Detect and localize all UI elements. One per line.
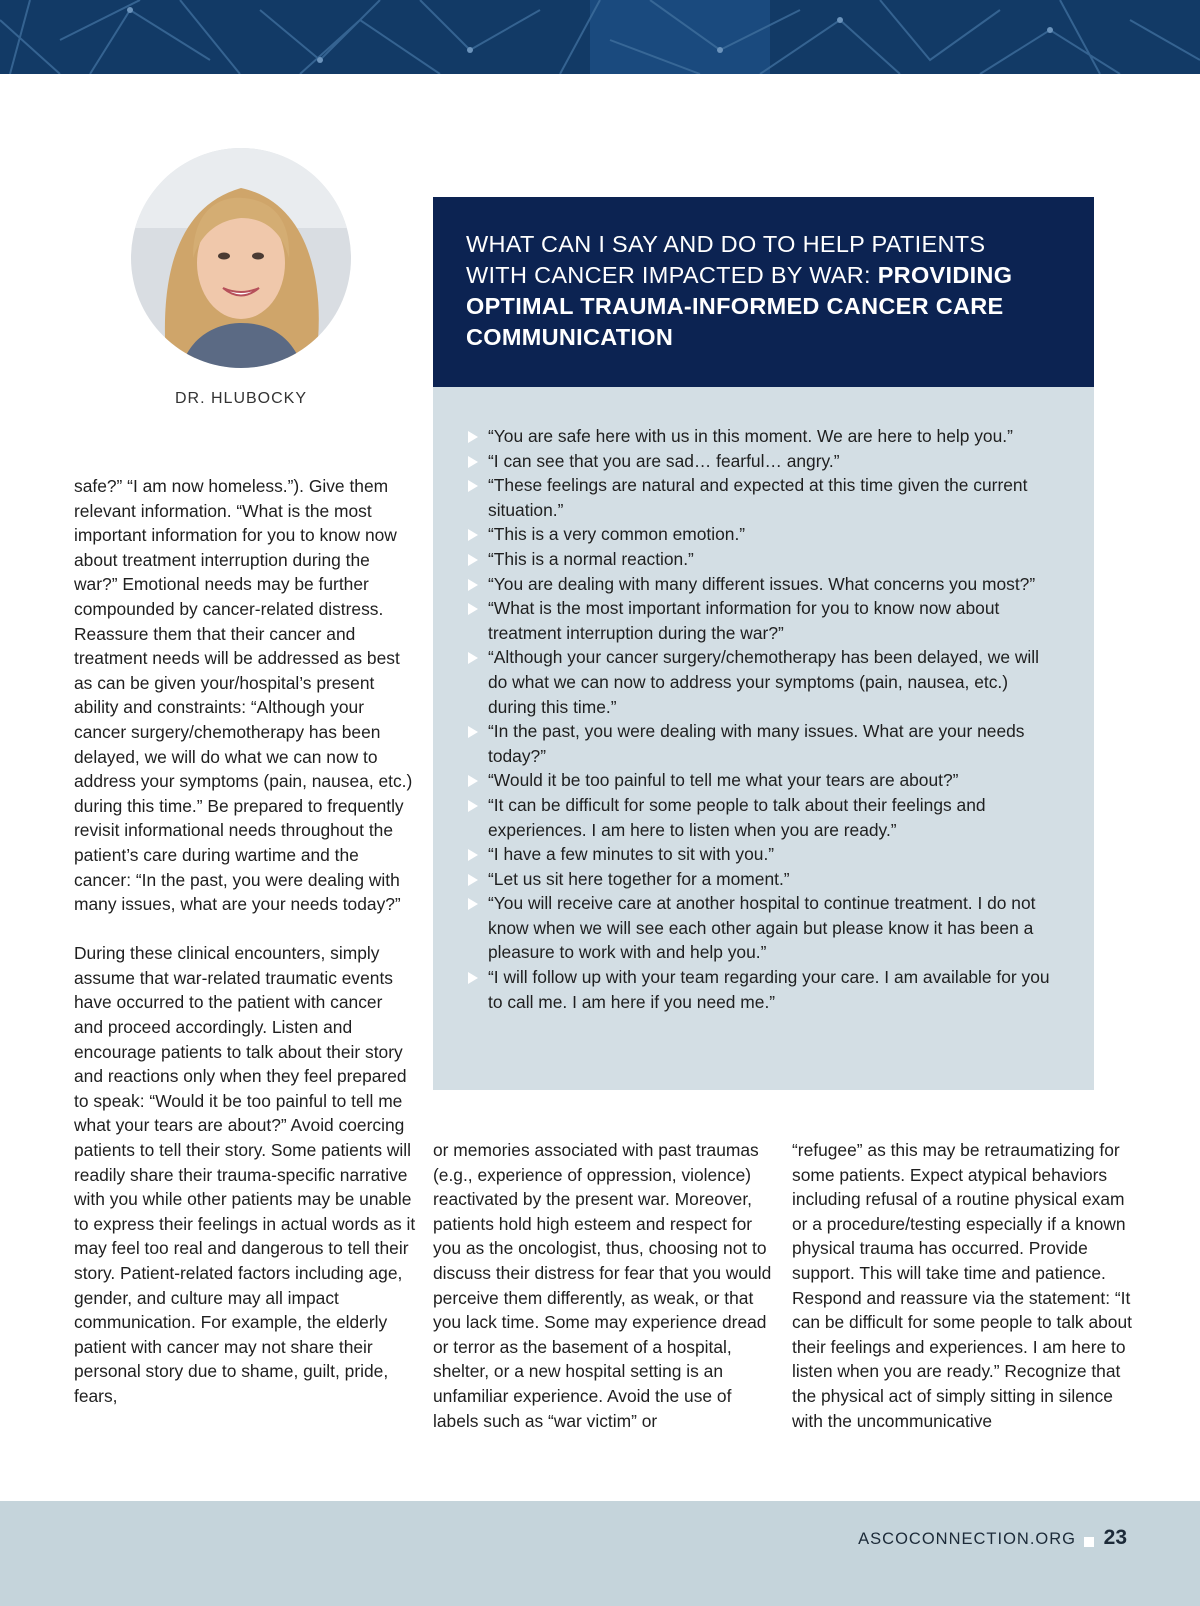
quote-list-item xyxy=(466,719,1054,768)
quote-list-item xyxy=(466,965,1054,1014)
quote-text: “Would it be too painful to tell me what your tears are about?” xyxy=(488,770,959,791)
quote-text: “You are safe here with us in this moment. We are here to help you.” xyxy=(488,426,1013,446)
triangle-bullet-icon xyxy=(468,603,478,615)
quote-list-item xyxy=(466,867,1054,892)
footer-separator-square xyxy=(1084,1537,1094,1547)
triangle-bullet-icon xyxy=(468,554,478,566)
quote-text: “You will receive care at another hospital to continue treatment. I do not know when we will see each other again but please know it has been a pleasure to work with and help you.” xyxy=(488,893,1036,963)
body-column-2 xyxy=(433,1138,777,1433)
quote-list xyxy=(466,424,1054,1014)
quote-text: “I have a few minutes to sit with you.” xyxy=(488,844,775,865)
quote-list-item xyxy=(466,547,1054,572)
triangle-bullet-icon xyxy=(468,652,478,664)
triangle-bullet-icon xyxy=(468,898,478,910)
quote-text: “Although your cancer surgery/chemotherapy has been delayed, we will do what we can now to address your symptoms (pain, nausea, etc.) during this time.” xyxy=(488,647,1040,717)
body-column-1 xyxy=(74,474,416,1409)
footer-url: ASCOCONNECTION.ORG xyxy=(858,1530,1076,1548)
portrait-caption: DR. HLUBOCKY xyxy=(174,390,308,407)
triangle-bullet-icon xyxy=(468,480,478,492)
triangle-bullet-icon xyxy=(468,800,478,812)
quote-text: “In the past, you were dealing with many issues. What are your needs today?” xyxy=(488,721,1025,766)
quote-list-item xyxy=(466,891,1054,965)
body-paragraph: safe?” “I am now homeless.”). Give them relevant information. “What is the most important information for you to know now about treatment interruption during the war?” Emotional needs may be further compounded by cancer-related distress. Reassure them that their cancer and treatment needs will be addressed as best as can be given your/hospital’s present ability and constraints: “Although your cancer surgery/chemotherapy has been delayed, we will do what we can now to address your symptoms (pain, nausea, etc.) during this time.” Be prepared to frequently revisit informational needs throughout the patient’s care during wartime and the cancer: “In the past, you were dealing with many issues, what are your needs today?” xyxy=(74,476,413,915)
quote-list-item xyxy=(466,768,1054,793)
page-footer xyxy=(0,1501,1200,1606)
triangle-bullet-icon xyxy=(468,775,478,787)
quote-list-item xyxy=(466,572,1054,597)
quote-text: “You are dealing with many different issues. What concerns you most?” xyxy=(488,573,1036,594)
quote-list-item xyxy=(466,522,1054,547)
sidebar-title-regular: WHAT CAN I SAY AND DO TO HELP PATIENTS WITH CANCER IMPACTED BY WAR: xyxy=(466,231,986,288)
quote-list-item xyxy=(466,473,1054,522)
quote-text: “Let us sit here together for a moment.” xyxy=(488,868,790,889)
triangle-bullet-icon xyxy=(468,579,478,591)
triangle-bullet-icon xyxy=(468,456,478,468)
sidebar-title-bold: PROVIDING OPTIMAL TRAUMA-INFORMED CANCER CARE COMMUNICATION xyxy=(466,262,1013,350)
quote-list-item xyxy=(466,424,1054,449)
network-pattern-decoration xyxy=(0,0,1200,74)
triangle-bullet-icon xyxy=(468,529,478,541)
quote-list-item xyxy=(466,645,1054,719)
sidebar-quote-box xyxy=(433,387,1094,1090)
sidebar-header xyxy=(433,197,1094,387)
triangle-bullet-icon xyxy=(468,431,478,443)
quote-text: “These feelings are natural and expected at this time given the current situation.” xyxy=(488,475,1028,520)
body-paragraph: “refugee” as this may be retraumatizing for some patients. Expect atypical behaviors including refusal of a routine physical exam or a procedure/testing especially if a known physical trauma has occurred. Provide support. This will take time and patience. Respond and reassure via the statement: “It can be difficult for some people to talk about their feelings and experiences. I am here to listen when you are ready.” Recognize that the physical act of simply sitting in silence with the uncommunicative xyxy=(792,1140,1132,1431)
quote-text: “What is the most important information for you to know now about treatment interruption during the war?” xyxy=(488,598,1000,643)
quote-list-item xyxy=(466,449,1054,474)
body-column-3 xyxy=(792,1138,1132,1433)
triangle-bullet-icon xyxy=(468,849,478,861)
quote-list-item xyxy=(466,596,1054,645)
author-portrait xyxy=(131,148,351,368)
page-number: 23 xyxy=(1103,1526,1127,1549)
body-paragraph: or memories associated with past traumas (e.g., experience of oppression, violence) reactivated by the present war. Moreover, patients hold high esteem and respect for you as the oncologist, thus, choosing not to discuss their distress for fear that you would perceive them differently, as weak, or that you lack time. Some may experience dread or terror as the basement of a hospital, shelter, or a new hospital setting is an unfamiliar experience. Avoid the use of labels such as “war victim” or xyxy=(433,1140,772,1431)
quote-list-item xyxy=(466,842,1054,867)
quote-text: “It can be difficult for some people to talk about their feelings and experiences. I am here to listen when you are ready.” xyxy=(488,794,986,840)
triangle-bullet-icon xyxy=(468,874,478,886)
quote-text: “I will follow up with your team regarding your care. I am available for you to call me. I am here if you need me.” xyxy=(488,967,1050,1012)
triangle-bullet-icon xyxy=(468,726,478,738)
quote-list-item xyxy=(466,793,1054,842)
quote-text: “This is a normal reaction.” xyxy=(488,548,694,569)
top-banner xyxy=(0,0,1200,74)
quote-text: “I can see that you are sad… fearful… angry.” xyxy=(488,450,840,471)
quote-text: “This is a very common emotion.” xyxy=(488,524,746,545)
triangle-bullet-icon xyxy=(468,972,478,984)
body-paragraph: During these clinical encounters, simply assume that war-related traumatic events have occurred to the patient with cancer and proceed accordingly. Listen and encourage patients to talk about their story and reactions only when they feel prepared to speak: “Would it be too painful to tell me what your tears are about?” Avoid coercing patients to tell their story. Some patients will readily share their trauma-specific narrative with you while other patients may be unable to express their feelings in actual words as it may feel too real and dangerous to tell their story. Patient-related factors including age, gender, and culture may all impact communication. For example, the elderly patient with cancer may not share their personal story due to shame, guilt, pride, fears, xyxy=(74,943,416,1406)
